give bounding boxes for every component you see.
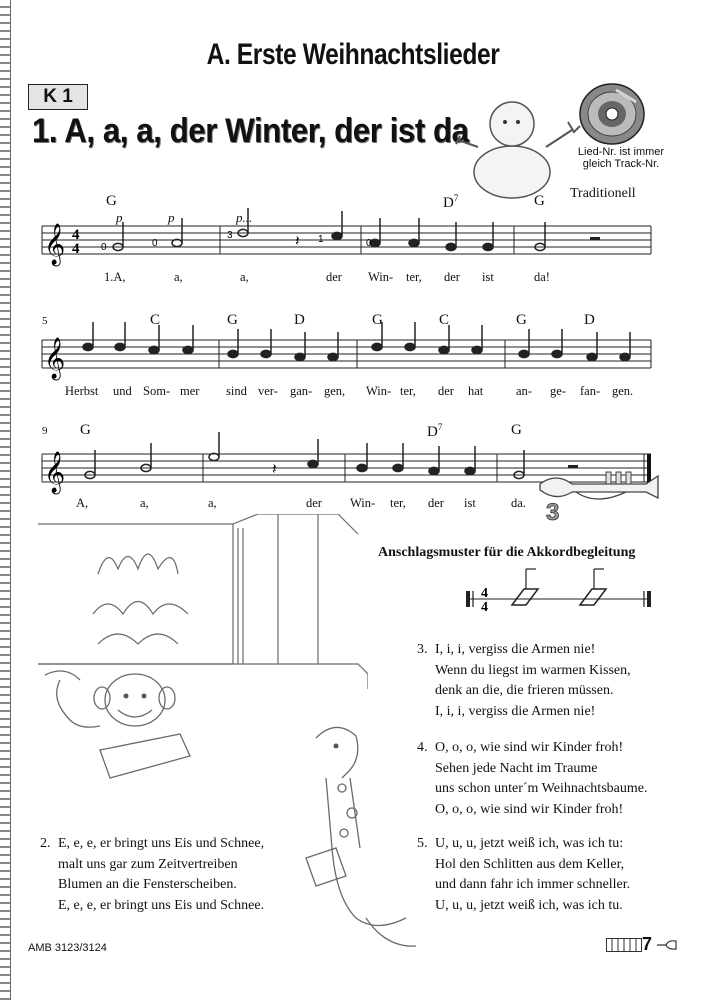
lyric: Som- — [143, 384, 171, 398]
lyric: und — [113, 384, 132, 398]
verse-number: 3. — [417, 642, 428, 657]
svg-text:4: 4 — [481, 586, 488, 601]
chord-root: D — [294, 312, 305, 328]
chord-root: D — [443, 195, 454, 211]
chord-root: G — [106, 193, 117, 209]
lyric: ter, — [390, 496, 406, 510]
verse-line: O, o, o, wie sind wir Kinder froh! — [435, 801, 624, 817]
chord-extension: 7 — [437, 422, 443, 432]
verse-4 — [417, 738, 647, 820]
lyric: ver- — [258, 384, 278, 398]
lyric: ist — [482, 270, 494, 284]
chord-root: G — [80, 422, 91, 438]
cd-caption-line-1: Lied-Nr. ist immer — [577, 146, 665, 158]
lyric: sind — [226, 384, 247, 398]
keyboard-icon — [606, 938, 642, 952]
chord-extension: 7 — [453, 193, 459, 203]
fingering: 1 — [318, 234, 324, 245]
lyric: ter, — [400, 384, 416, 398]
verse-line: und dann fahr ich immer schneller. — [435, 877, 631, 892]
svg-text:𝄽: 𝄽 — [272, 460, 277, 478]
lyric: Win- — [368, 270, 394, 284]
monkey-illustration — [40, 660, 210, 790]
dynamic-marking: p — [116, 210, 123, 225]
svg-text:4: 4 — [72, 227, 80, 243]
lyric: gen. — [612, 384, 634, 398]
verse-line: I, i, i, vergiss die Armen nie! — [435, 642, 596, 657]
lyric: ter, — [406, 270, 422, 284]
svg-text:0: 0 — [152, 238, 158, 249]
lyric: der — [306, 496, 322, 510]
bar-number: 9 — [42, 425, 48, 437]
verse-line: E, e, e, er bringt uns Eis und Schnee. — [58, 897, 265, 913]
lyric: a, — [140, 496, 149, 510]
verse-number: 5. — [417, 836, 428, 851]
svg-text:4: 4 — [481, 600, 488, 615]
k-badge: K 1 — [28, 84, 88, 110]
svg-text:𝄞: 𝄞 — [44, 452, 66, 493]
strumming-pattern — [462, 565, 662, 625]
song-title: 1. A, a, a, der Winter, der ist da — [32, 112, 469, 150]
lyric: da. — [511, 496, 526, 510]
chord-root: C — [439, 312, 450, 328]
page-number: 7 — [642, 934, 653, 954]
verse-line: Sehen jede Nacht im Traume — [435, 760, 598, 776]
verse-line: E, e, e, er bringt uns Eis und Schnee, — [58, 836, 265, 851]
chord-root: D — [427, 424, 438, 440]
strumming-pattern-title: Anschlagsmuster für die Akkordbegleitung — [378, 545, 636, 560]
chord-root: G — [534, 193, 545, 209]
lyric: Win- — [350, 496, 376, 510]
fingering: 3 — [227, 230, 233, 241]
chord-root: C — [150, 312, 161, 328]
lyric: mer — [180, 384, 200, 398]
lyric: der — [444, 270, 460, 284]
lyric: 1.A, — [104, 270, 126, 284]
verse-line: uns schon unter´m Weihnachtsbaume. — [435, 781, 648, 796]
lyric: da! — [534, 270, 550, 284]
giraffe-illustration — [296, 718, 426, 958]
svg-text:𝄽: 𝄽 — [295, 232, 300, 250]
verse-line: Wenn du liegst im warmen Kissen, — [435, 662, 631, 678]
lyric: a, — [208, 496, 217, 510]
verse-3 — [417, 640, 631, 722]
lyric: gen, — [324, 384, 346, 398]
verse-line: denk an die, die frieren müssen. — [435, 683, 614, 698]
verse-line: Hol den Schlitten aus dem Keller, — [435, 856, 625, 872]
lyric: der — [428, 496, 444, 510]
verse-line: malt uns gar zum Zeitvertreiben — [58, 856, 238, 872]
chord-root: G — [227, 312, 238, 328]
verse-line: U, u, u, jetzt weiß ich, was ich tu. — [435, 897, 623, 913]
verse-line: Blumen an die Fensterscheiben. — [58, 877, 237, 892]
lyric: der — [438, 384, 454, 398]
verse-line: I, i, i, vergiss die Armen nie! — [435, 703, 596, 719]
lyric: ge- — [550, 384, 566, 398]
lyric: gan- — [290, 384, 313, 398]
verse-2 — [40, 834, 264, 916]
lyric: Herbst — [65, 384, 99, 398]
lyric: A, — [76, 496, 89, 510]
trumpet-illustration — [536, 462, 666, 526]
chord-root: G — [516, 312, 527, 328]
lyric: a, — [174, 270, 183, 284]
composer: Traditionell — [570, 186, 636, 201]
verse-line: U, u, u, jetzt weiß ich, was ich tu: — [435, 836, 624, 851]
lyric: fan- — [580, 384, 601, 398]
svg-text:𝄞: 𝄞 — [44, 338, 66, 379]
verse-number: 4. — [417, 740, 428, 755]
chord-root: G — [511, 422, 522, 438]
verse-5 — [417, 834, 630, 916]
bar-number: 5 — [42, 315, 48, 327]
lyric: an- — [516, 384, 532, 398]
lyric: ist — [464, 496, 476, 510]
lyric: der — [326, 270, 342, 284]
footer-code: AMB 3123/3124 — [28, 942, 107, 954]
chord-root: G — [372, 312, 383, 328]
dynamic-marking: p... — [236, 210, 253, 225]
verse-number: 2. — [40, 836, 51, 851]
cd-caption-line-2: gleich Track-Nr. — [582, 158, 660, 170]
svg-text:0: 0 — [366, 238, 372, 249]
section-title: A. Erste Weihnachtslieder — [206, 38, 500, 71]
svg-text:0: 0 — [101, 242, 107, 253]
track-number: 3 — [546, 499, 560, 526]
dynamic-marking: p — [168, 210, 175, 225]
verse-line: O, o, o, wie sind wir Kinder froh! — [435, 740, 624, 755]
lyric: Win- — [366, 384, 392, 398]
svg-text:𝄞: 𝄞 — [44, 224, 66, 265]
chord-root: D — [584, 312, 595, 328]
svg-text:4: 4 — [72, 241, 80, 257]
guitar-headstock-icon — [656, 938, 678, 952]
lyric: a, — [240, 270, 249, 284]
lyric: hat — [468, 384, 484, 398]
